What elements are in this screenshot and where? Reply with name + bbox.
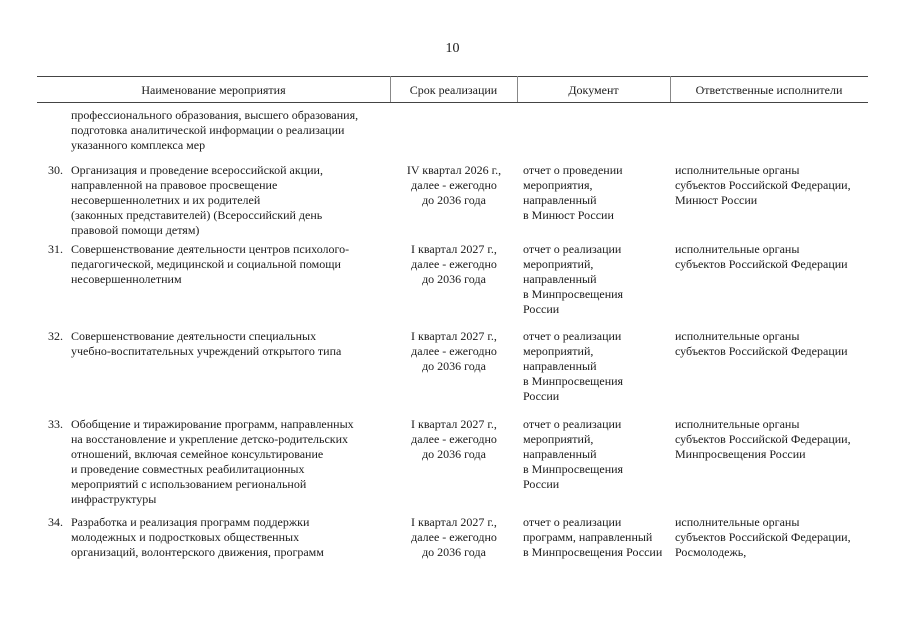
row-document: отчет о проведении мероприятия, направленный в Минюст России: [523, 163, 623, 222]
row-executors: исполнительные органы субъектов Российской Федерации: [675, 242, 848, 271]
row-number: 32.: [48, 329, 63, 343]
row-executors: исполнительные органы субъектов Российской Федерации, Минюст России: [675, 163, 851, 207]
row-number: 33.: [48, 417, 63, 431]
row-executors: исполнительные органы субъектов Российской Федерации, Росмолодежь,: [675, 515, 851, 559]
row-number: 30.: [48, 163, 63, 177]
row-executors: исполнительные органы субъектов Российской Федерации, Минпросвещения России: [675, 417, 851, 461]
header-executors: Ответственные исполнители: [695, 83, 843, 97]
row-term: I квартал 2027 г., далее - ежегодно до 2036 года: [411, 515, 497, 559]
row-term: IV квартал 2026 г., далее - ежегодно до 2036 года: [406, 163, 502, 207]
row-document: отчет о реализации программ, направленный в Минпросвещения России: [523, 515, 663, 559]
row-name: Обобщение и тиражирование программ, направленных на восстановление и укрепление детско-родительских отношений, включая семейное консультирование и проведение совместных реабилитационных мероприятий с использованием региональной инфраструктуры: [71, 417, 354, 506]
row-number: 34.: [48, 515, 63, 529]
row-name: Совершенствование деятельности центров психолого- педагогической, медицинской и социальной помощи несовершеннолетним: [71, 242, 350, 286]
row-term: I квартал 2027 г., далее - ежегодно до 2036 года: [411, 417, 497, 461]
page-number: 10: [445, 41, 460, 56]
row-document: отчет о реализации мероприятий, направленный в Минпросвещения России: [523, 417, 624, 491]
header-bottom-rule: [37, 102, 868, 103]
header-document: Документ: [568, 83, 619, 97]
row-term: I квартал 2027 г., далее - ежегодно до 2036 года: [411, 242, 497, 286]
header-term: Срок реализации: [409, 83, 498, 97]
row-term: I квартал 2027 г., далее - ежегодно до 2036 года: [411, 329, 497, 373]
row-name: Разработка и реализация программ поддержки молодежных и подростковых общественных организаций, волонтерского движения, программ: [71, 515, 324, 559]
row-document: отчет о реализации мероприятий, направленный в Минпросвещения России: [523, 329, 624, 403]
continuation-text: профессионального образования, высшего образования, подготовка аналитической информации о реализации указанного комплекса мер: [71, 108, 359, 152]
row-number: 31.: [48, 242, 63, 256]
row-document: отчет о реализации мероприятий, направленный в Минпросвещения России: [523, 242, 624, 316]
row-name: Организация и проведение всероссийской акции, направленной на правовое просвещение несовершеннолетних и их родителей (законных представителей) (Всероссийский день правовой помощи детям): [71, 163, 323, 237]
row-name: Совершенствование деятельности специальных учебно-воспитательных учреждений открытого типа: [71, 329, 342, 358]
header-name: Наименование мероприятия: [141, 83, 286, 97]
row-executors: исполнительные органы субъектов Российской Федерации: [675, 329, 848, 358]
table-top-rule: [37, 76, 868, 77]
